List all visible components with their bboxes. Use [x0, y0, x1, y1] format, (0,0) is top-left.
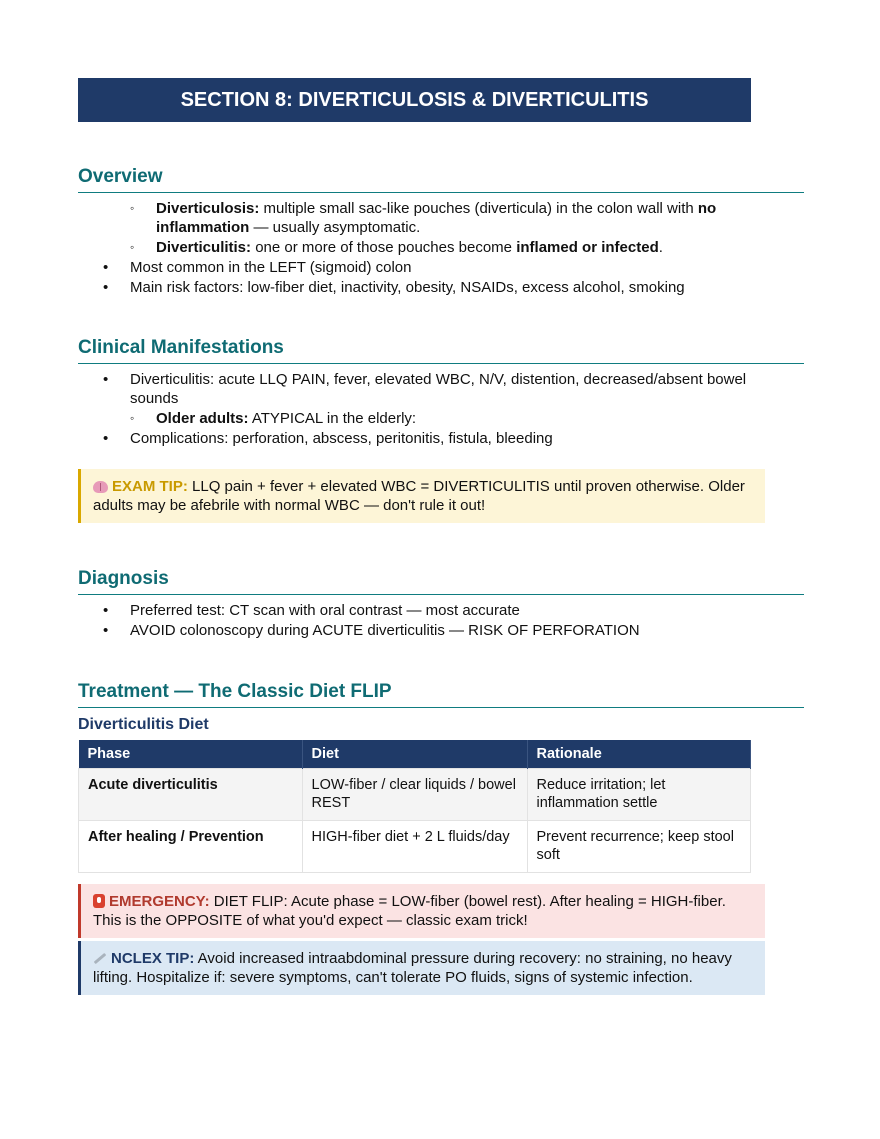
overview-heading: Overview: [78, 166, 804, 193]
diet-subheading: Diverticulitis Diet: [78, 716, 209, 733]
diagnosis-list: [0, 601, 880, 641]
section-title: SECTION 8: DIVERTICULOSIS & DIVERTICULITIS: [78, 78, 751, 122]
term-older-adults: Older adults:: [156, 410, 249, 427]
sub-bullet-marker: ◦: [130, 201, 135, 215]
emergency-label: EMERGENCY:: [109, 893, 210, 910]
list-item: ◦ Diverticulitis: one or more of those pouches become inflamed or infected.: [130, 239, 663, 256]
term-diverticulitis: Diverticulitis:: [156, 239, 252, 256]
bullet-marker: •: [103, 259, 109, 276]
sub-bullet-marker: ◦: [130, 411, 135, 425]
list-item: • Complications: perforation, abscess, peritonitis, fistula, bleeding: [103, 430, 553, 447]
column-header: Phase: [79, 740, 303, 769]
column-header: Diet: [302, 740, 527, 769]
table-cell: After healing / Prevention: [79, 821, 303, 873]
bullet-marker: •: [103, 622, 109, 639]
bullet-marker: •: [103, 371, 109, 388]
emergency-text: DIET FLIP: Acute phase = LOW-fiber (bowel rest). After healing = HIGH-fiber. This is the OPPOSITE of what you'd expect — classic exam trick!: [93, 893, 726, 929]
table-cell: Prevent recurrence; keep stool soft: [527, 821, 751, 873]
brain-icon: [93, 481, 108, 493]
list-item: • Preferred test: CT scan with oral contrast — most accurate: [103, 602, 520, 619]
term-diverticulosis: Diverticulosis:: [156, 200, 260, 217]
list-item: • Diverticulitis: acute LLQ PAIN, fever, elevated WBC, N/V, distention, decreased/absent bowel sounds: [103, 371, 747, 407]
nclex-callout: [78, 941, 765, 995]
table-row: [79, 769, 751, 821]
treatment-heading: Treatment — The Classic Diet FLIP: [78, 681, 804, 708]
clinical-list: [0, 370, 880, 449]
nclex-text: Avoid increased intraabdominal pressure during recovery: no straining, no heavy lifting. Hospitalize if: severe symptoms, can't tolerate PO fluids, signs of systemic infection.: [93, 950, 732, 986]
bullet-marker: •: [103, 602, 109, 619]
clinical-heading: Clinical Manifestations: [78, 337, 804, 364]
table-cell: Acute diverticulitis: [79, 769, 303, 821]
list-item: ◦ Diverticulosis: multiple small sac-like pouches (diverticula) in the colon wall with no inflammation — usually asymptomatic.: [130, 200, 717, 236]
diet-table: [78, 740, 751, 873]
bullet-marker: •: [103, 279, 109, 296]
exam-tip-text: LLQ pain + fever + elevated WBC = DIVERTICULITIS until proven otherwise. Older adults may be afebrile with normal WBC — don't rule it out!: [93, 478, 745, 514]
table-row: [79, 821, 751, 873]
list-item: • Main risk factors: low-fiber diet, inactivity, obesity, NSAIDs, excess alcohol, smoking: [103, 279, 685, 296]
list-item: • Most common in the LEFT (sigmoid) colon: [103, 259, 412, 276]
bullet-marker: •: [103, 430, 109, 447]
table-cell: LOW-fiber / clear liquids / bowel REST: [302, 769, 527, 821]
list-item: ◦ Older adults: ATYPICAL in the elderly:: [130, 410, 417, 427]
list-item: • AVOID colonoscopy during ACUTE diverticulitis — RISK OF PERFORATION: [103, 622, 640, 639]
exam-tip-callout: [78, 469, 765, 523]
table-cell: HIGH-fiber diet + 2 L fluids/day: [302, 821, 527, 873]
table-header-row: [79, 740, 751, 769]
syringe-icon: [94, 953, 107, 964]
nclex-label: NCLEX TIP:: [111, 950, 195, 967]
overview-list: [0, 199, 880, 298]
sub-bullet-marker: ◦: [130, 240, 135, 254]
column-header: Rationale: [527, 740, 751, 769]
exam-tip-label: EXAM TIP:: [112, 478, 188, 495]
table-cell: Reduce irritation; let inflammation settle: [527, 769, 751, 821]
alarm-icon: [93, 894, 105, 908]
emergency-callout: [78, 884, 765, 938]
diagnosis-heading: Diagnosis: [78, 568, 804, 595]
